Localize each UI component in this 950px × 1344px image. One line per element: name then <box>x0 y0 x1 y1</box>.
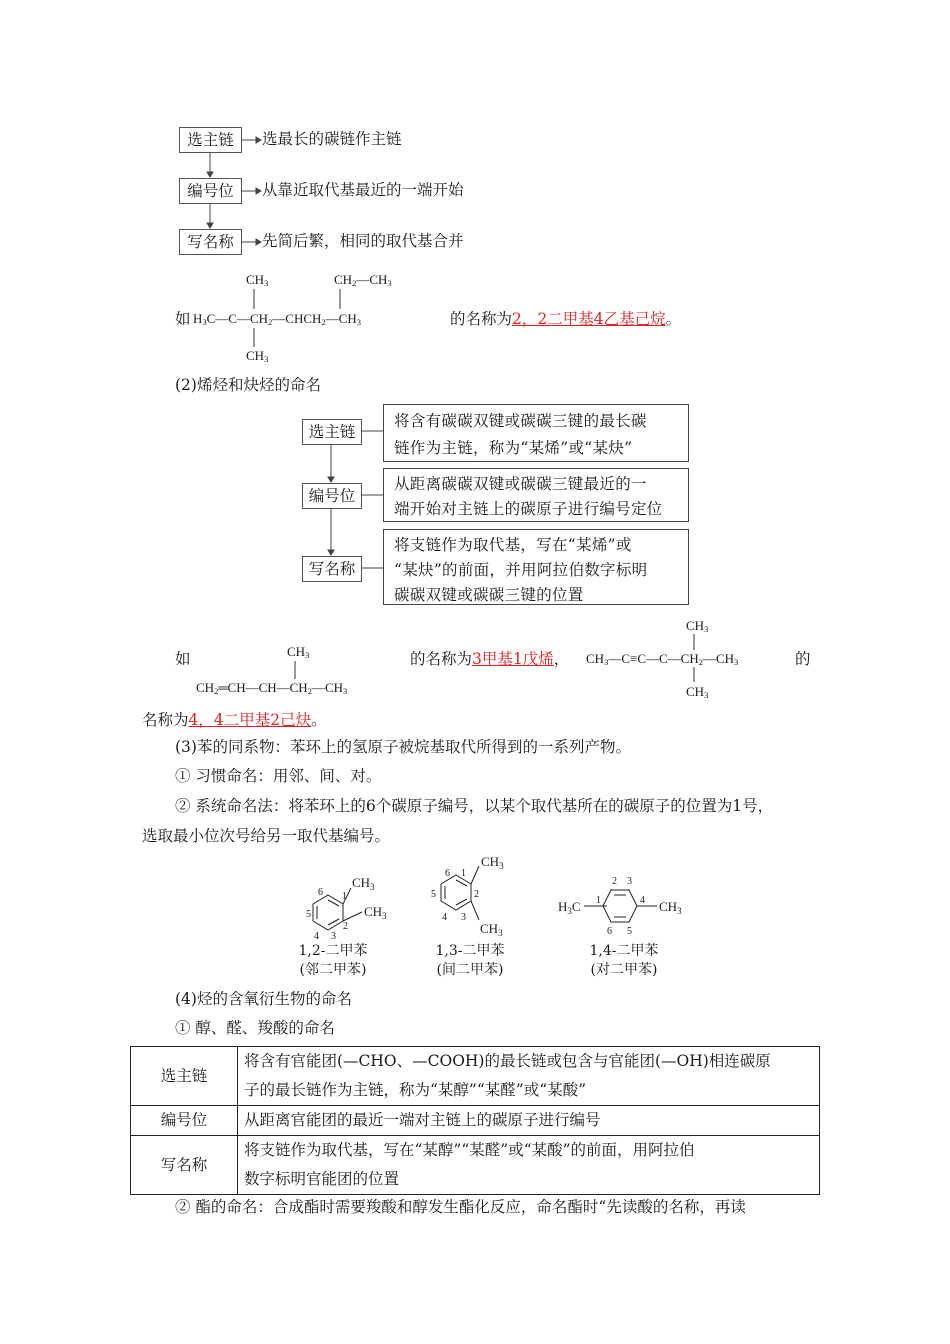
benzene-para <box>584 890 657 922</box>
svg-text:1: 1 <box>461 868 466 879</box>
example1-end: 。 <box>665 310 682 328</box>
svg-text:CH3: $CH_3$ <box>481 854 504 871</box>
svg-text:3: 3 <box>331 931 336 942</box>
flow2-step-3: 写名称 <box>302 556 362 582</box>
example2-end: 。 <box>311 711 327 729</box>
table-row-body <box>238 1136 820 1195</box>
flow2-desc-1-line-1: 将含有碳碳双键或碳碳三键的最长碳 <box>394 412 647 430</box>
svg-text:4: 4 <box>442 912 447 923</box>
svg-text:1: 1 <box>342 891 347 902</box>
benzene-common-3: (对二甲苯) <box>590 962 658 978</box>
svg-text:6: 6 <box>607 926 612 937</box>
benzene-common-1: (邻二甲苯) <box>299 962 367 978</box>
formula3-main: $CH_3—C\equiv C—C—CH_2—CH_3$ <box>586 651 739 667</box>
svg-text:CH3: $CH_3$ <box>480 921 503 938</box>
svg-text:6: 6 <box>445 868 450 879</box>
section3-item2-line1: ② 系统命名法：将苯环上的6个碳原子编号，以某个取代基所在的碳原子的位置为1号， <box>175 797 774 815</box>
formula1-top-left: $CH_3$ <box>246 272 269 288</box>
svg-text:6: 6 <box>318 887 323 898</box>
svg-text:4: 4 <box>314 931 319 942</box>
svg-text:CH3: $CH_3$ <box>364 904 387 921</box>
svg-text:3: 3 <box>627 876 632 887</box>
example1-answer: 2，2二甲基4乙基己烷 <box>512 310 666 328</box>
svg-text:5: 5 <box>627 926 632 937</box>
benzene-label-2 <box>430 942 510 980</box>
section3-item2-line2: 选取最小位次号给另一取代基编号。 <box>142 827 391 845</box>
flow2-desc-2-line-2: 端开始对主链上的碳原子进行编号定位 <box>394 500 663 518</box>
formula1-bottom: $CH_3$ <box>246 348 269 364</box>
example2-answer: 3甲基1戊烯 <box>472 650 554 668</box>
section4-heading: (4)烃的含氧衍生物的命名 <box>175 990 352 1008</box>
example2-answer2: 4，4二甲基2己炔 <box>188 711 312 729</box>
flow1-desc-1: 选最长的碳链作主链 <box>262 130 402 148</box>
ester-text: ② 酯的命名：合成酯时需要羧酸和醇发生酯化反应，命名酯时“先读酸的名称，再读 <box>175 1198 746 1216</box>
section2-heading: (2)烯烃和炔烃的命名 <box>175 376 321 394</box>
table-row-line: 数字标明官能团的位置 <box>244 1170 400 1188</box>
svg-text:H3C: $H_3C$ <box>558 899 581 916</box>
formula3-bottom: $CH_3$ <box>686 684 709 700</box>
table-row-body <box>238 1047 820 1106</box>
table-row <box>131 1106 820 1136</box>
svg-text:5: 5 <box>306 909 311 920</box>
formula3-top: $CH_3$ <box>686 618 709 634</box>
example2-suffix2: 的 <box>795 650 811 668</box>
table-row-head: 选主链 <box>131 1047 238 1106</box>
table-row-line: 将含有官能团(—CHO、—COOH)的最长链或包含与官能团(—OH)相连碳原 <box>244 1052 771 1070</box>
table-row-head: 写名称 <box>131 1136 238 1195</box>
example2-sep: ， <box>553 650 570 668</box>
flow1-desc-3: 先简后繁，相同的取代基合并 <box>262 232 464 250</box>
flow2-desc-3-line-3: 碳碳双键或碳碳三键的位置 <box>394 586 584 604</box>
benzene-name-3: 1,4-二甲苯 <box>589 943 659 959</box>
flow2-step-2: 编号位 <box>302 483 362 509</box>
flow1-step-3: 写名称 <box>179 229 242 255</box>
svg-text:3: 3 <box>461 912 466 923</box>
flow2-desc-2-line-1: 从距离碳碳双键或碳碳三键最近的一 <box>394 475 647 493</box>
section3-heading: (3)苯的同系物：苯环上的氢原子被烷基取代所得到的一系列产物。 <box>175 738 631 756</box>
formula1-top-right: $CH_2—CH_3$ <box>334 272 392 288</box>
svg-text:4: 4 <box>640 895 645 906</box>
benzene-name-1: 1,2-二甲苯 <box>298 943 368 959</box>
table-row-line: 将支链作为取代基，写在“某醇”“某醛”或“某酸”的前面，用阿拉伯 <box>244 1141 695 1159</box>
formula2-top: $CH_3$ <box>287 644 310 660</box>
svg-text:1: 1 <box>596 895 601 906</box>
svg-text:2: 2 <box>612 876 617 887</box>
flow2-desc-3-line-2: “某炔”的前面，并用阿拉伯数字标明 <box>394 561 648 579</box>
example2-prefix: 如 <box>175 650 191 668</box>
section3-item1: ① 习惯命名：用邻、间、对。 <box>175 767 382 785</box>
svg-text:CH3: $CH_3$ <box>352 875 375 892</box>
example2-cont-text: 名称为 <box>142 711 189 729</box>
flow2-desc-1-line-2: 链作为主链，称为“某烯”或“某炔” <box>394 439 633 457</box>
table-row-body <box>238 1106 820 1136</box>
example2-suffix-text: 的名称为 <box>410 650 473 668</box>
flow2-desc-3-line-1: 将支链作为取代基，写在“某烯”或 <box>394 536 632 554</box>
table-row <box>131 1047 820 1106</box>
svg-text:5: 5 <box>431 889 436 900</box>
svg-text:2: 2 <box>474 889 479 900</box>
benzene-label-3 <box>584 942 664 980</box>
benzene-label-1 <box>293 942 373 980</box>
formula2-main: $CH_2═CH—CH—CH_2—CH_3$ <box>196 680 348 696</box>
naming-table <box>130 1046 820 1195</box>
section4-item1: ① 醇、醛、羧酸的命名 <box>175 1019 335 1037</box>
flow2-step-1: 选主链 <box>302 419 362 445</box>
table-row <box>131 1136 820 1195</box>
benzene-common-2: (间二甲苯) <box>436 962 504 978</box>
svg-text:CH3: $CH_3$ <box>659 899 682 916</box>
example1-prefix: 如 <box>175 310 191 328</box>
table-row-line: 从距离官能团的最近一端对主链上的碳原子进行编号 <box>244 1111 601 1129</box>
flow1-step-2: 编号位 <box>179 178 242 204</box>
benzene-name-2: 1,3-二甲苯 <box>435 943 505 959</box>
formula1-main: $H_3C—C—CH_2—CHCH_2—CH_3$ <box>193 311 361 327</box>
table-row-head: 编号位 <box>131 1106 238 1136</box>
svg-text:2: 2 <box>343 921 348 932</box>
example1-suffix-text: 的名称为 <box>450 310 513 328</box>
table-row-line: 子的最长链作为主链，称为“某醇”“某醛”或“某酸” <box>244 1081 587 1099</box>
flow1-step-1: 选主链 <box>179 127 242 153</box>
flow1-desc-2: 从靠近取代基最近的一端开始 <box>262 181 464 199</box>
